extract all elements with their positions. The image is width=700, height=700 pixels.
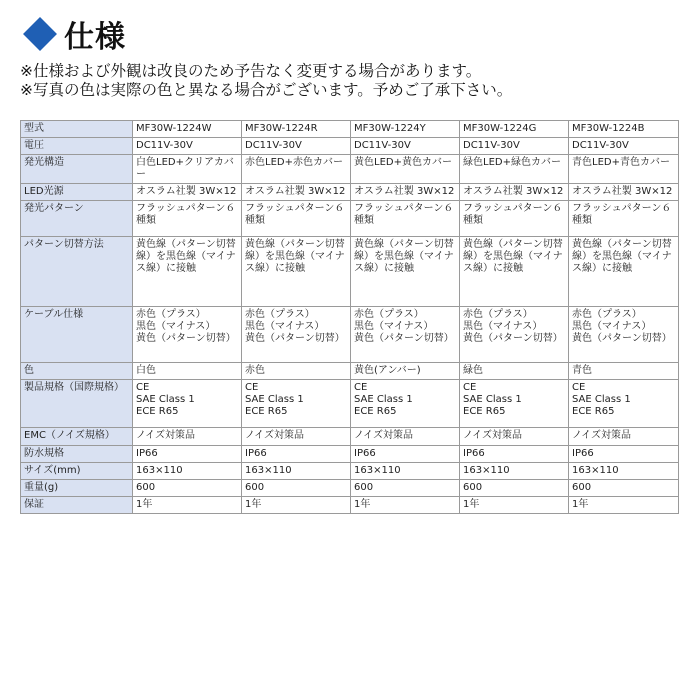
row-label: 防水規格	[21, 446, 133, 463]
table-cell: 黄色線（パターン切替 線）を黒色線（マイナ ス線）に接触	[351, 237, 460, 307]
table-cell: 赤色LED+赤色カバー	[242, 155, 351, 184]
section-header	[22, 14, 126, 54]
row-label: パターン切替方法	[21, 237, 133, 307]
table-cell: フラッシュパターン６ 種類	[242, 201, 351, 237]
table-cell: フラッシュパターン６ 種類	[133, 201, 242, 237]
table-cell: CE SAE Class 1 ECE R65	[242, 380, 351, 428]
table-cell: 赤色（プラス） 黒色（マイナス） 黄色（パターン切替）	[133, 307, 242, 363]
table-row	[21, 201, 679, 237]
table-cell: オスラム社製 3W×12	[351, 184, 460, 201]
table-cell: 1年	[351, 497, 460, 514]
table-cell: 600	[242, 480, 351, 497]
table-cell: オスラム社製 3W×12	[133, 184, 242, 201]
table-cell: ノイズ対策品	[242, 428, 351, 446]
row-label: ケーブル仕様	[21, 307, 133, 363]
notes	[20, 62, 512, 100]
table-cell: 600	[569, 480, 679, 497]
table-cell: 緑色	[460, 363, 569, 380]
table-cell: CE SAE Class 1 ECE R65	[569, 380, 679, 428]
table-row	[21, 363, 679, 380]
table-cell: ノイズ対策品	[133, 428, 242, 446]
table-cell: DC11V-30V	[460, 138, 569, 155]
table-cell: 黄色線（パターン切替 線）を黒色線（マイナ ス線）に接触	[133, 237, 242, 307]
table-cell: 163×110	[460, 463, 569, 480]
table-cell: 600	[460, 480, 569, 497]
table-cell: 黄色線（パターン切替 線）を黒色線（マイナ ス線）に接触	[242, 237, 351, 307]
table-cell: DC11V-30V	[351, 138, 460, 155]
table-cell: MF30W-1224G	[460, 121, 569, 138]
table-row	[21, 463, 679, 480]
table-cell: 1年	[569, 497, 679, 514]
row-label: 発光パターン	[21, 201, 133, 237]
table-cell: ノイズ対策品	[460, 428, 569, 446]
table-cell: 黄色LED+黄色カバー	[351, 155, 460, 184]
table-cell: MF30W-1224R	[242, 121, 351, 138]
table-cell: 白色	[133, 363, 242, 380]
row-label: 発光構造	[21, 155, 133, 184]
table-cell: 緑色LED+緑色カバー	[460, 155, 569, 184]
table-cell: 163×110	[351, 463, 460, 480]
table-cell: IP66	[569, 446, 679, 463]
table-cell: 黄色(アンバー)	[351, 363, 460, 380]
table-cell: フラッシュパターン６ 種類	[569, 201, 679, 237]
table-cell: 163×110	[569, 463, 679, 480]
table-cell: 赤色（プラス） 黒色（マイナス） 黄色（パターン切替）	[569, 307, 679, 363]
table-cell: MF30W-1224B	[569, 121, 679, 138]
table-cell: 赤色（プラス） 黒色（マイナス） 黄色（パターン切替）	[242, 307, 351, 363]
row-label: 型式	[21, 121, 133, 138]
table-cell: 600	[133, 480, 242, 497]
table-cell: DC11V-30V	[569, 138, 679, 155]
table-cell: 白色LED+クリアカバー	[133, 155, 242, 184]
table-cell: 黄色線（パターン切替 線）を黒色線（マイナ ス線）に接触	[569, 237, 679, 307]
row-label: 保証	[21, 497, 133, 514]
row-label: 重量(g)	[21, 480, 133, 497]
page-title: 仕様	[64, 20, 126, 55]
row-label: 色	[21, 363, 133, 380]
table-cell: 赤色（プラス） 黒色（マイナス） 黄色（パターン切替）	[460, 307, 569, 363]
table-row	[21, 155, 679, 184]
table-cell: DC11V-30V	[133, 138, 242, 155]
diamond-icon	[23, 17, 57, 51]
table-row	[21, 428, 679, 446]
table-cell: フラッシュパターン６ 種類	[460, 201, 569, 237]
table-cell: ノイズ対策品	[569, 428, 679, 446]
table-cell: オスラム社製 3W×12	[460, 184, 569, 201]
table-row	[21, 184, 679, 201]
row-label: 電圧	[21, 138, 133, 155]
table-row	[21, 138, 679, 155]
table-cell: CE SAE Class 1 ECE R65	[133, 380, 242, 428]
table-cell: MF30W-1224W	[133, 121, 242, 138]
table-cell: 1年	[242, 497, 351, 514]
table-cell: オスラム社製 3W×12	[242, 184, 351, 201]
table-cell: DC11V-30V	[242, 138, 351, 155]
table-cell: 青色LED+青色カバー	[569, 155, 679, 184]
table-cell: フラッシュパターン６ 種類	[351, 201, 460, 237]
row-label: LED光源	[21, 184, 133, 201]
table-row	[21, 237, 679, 307]
table-cell: CE SAE Class 1 ECE R65	[460, 380, 569, 428]
table-row	[21, 446, 679, 463]
row-label: EMC（ノイズ規格）	[21, 428, 133, 446]
table-cell: IP66	[351, 446, 460, 463]
table-cell: 赤色	[242, 363, 351, 380]
table-cell: CE SAE Class 1 ECE R65	[351, 380, 460, 428]
spec-table	[20, 120, 679, 514]
table-cell: 青色	[569, 363, 679, 380]
row-label: 製品規格（国際規格）	[21, 380, 133, 428]
table-cell: MF30W-1224Y	[351, 121, 460, 138]
table-cell: IP66	[133, 446, 242, 463]
table-row	[21, 380, 679, 428]
table-row	[21, 480, 679, 497]
table-cell: ノイズ対策品	[351, 428, 460, 446]
table-row	[21, 307, 679, 363]
note-line: ※写真の色は実際の色と異なる場合がございます。予めご了承下さい。	[20, 81, 513, 99]
table-cell: 163×110	[133, 463, 242, 480]
table-cell: 黄色線（パターン切替 線）を黒色線（マイナ ス線）に接触	[460, 237, 569, 307]
table-cell: IP66	[460, 446, 569, 463]
table-row	[21, 121, 679, 138]
table-cell: 600	[351, 480, 460, 497]
table-row	[21, 497, 679, 514]
table-cell: 163×110	[242, 463, 351, 480]
table-cell: IP66	[242, 446, 351, 463]
row-label: サイズ(mm)	[21, 463, 133, 480]
table-cell: 赤色（プラス） 黒色（マイナス） 黄色（パターン切替）	[351, 307, 460, 363]
table-cell: 1年	[133, 497, 242, 514]
note-line: ※仕様および外観は改良のため予告なく変更する場合があります。	[20, 62, 482, 80]
table-cell: 1年	[460, 497, 569, 514]
table-cell: オスラム社製 3W×12	[569, 184, 679, 201]
